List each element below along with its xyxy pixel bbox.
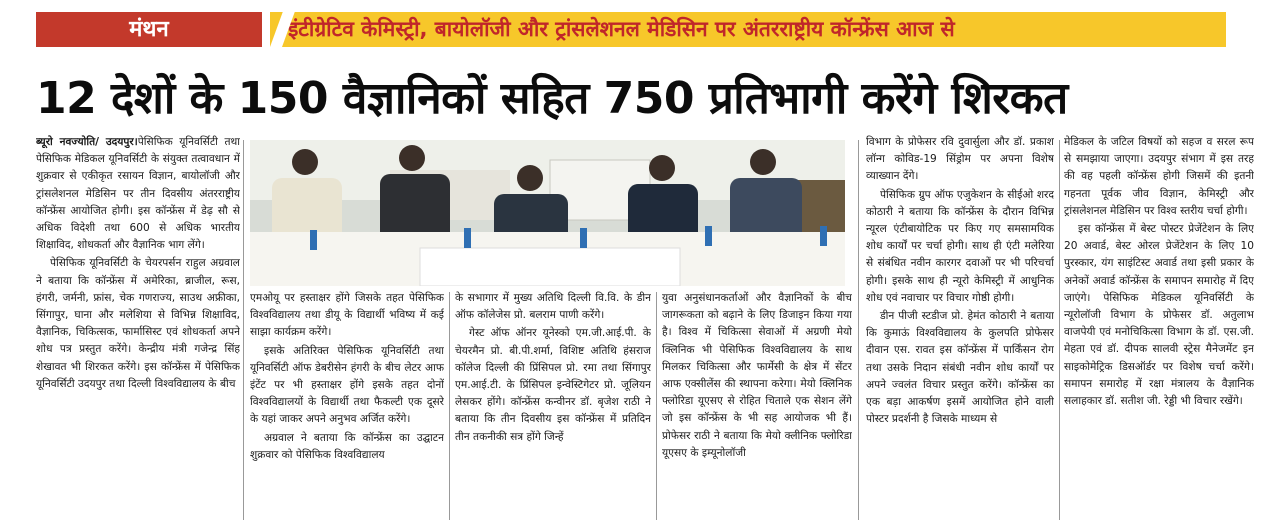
strap-headline: इंटीग्रेटिव केमिस्ट्री, बायोलॉजी और ट्रांसलेशनल मेडिसिन पर अंतरराष्ट्रीय कॉन्फ्रेंस आज से: [270, 12, 1226, 47]
column-2-paragraph-3: अग्रवाल ने बताया कि कॉन्फ्रेंस का उद्घाटन शुक्रवार को पेसिफिक विश्वविद्यालय: [250, 431, 444, 461]
column-5-paragraph-2: पेसिफिक ग्रुप ऑफ एजुकेशन के सीईओ शरद कोठारी ने बताया कि कॉन्फ्रेंस के दौरान विभिन्न न्यूरल एंटीबायोटिक पर किए गए समसामयिक शोध कार्यों पर चर्चा होगी। साथ ही एंटी मलेरिया से संबंधित नवीन कारगर दवाओं पर भी परिचर्चा होगी। इसके साथ ही न्यूरो केमिस्ट्री में आधुनिक शोध एवं नवाचार पर विचार गोष्ठी होगी।: [866, 188, 1054, 304]
column-4-paragraph-1: युवा अनुसंधानकर्ताओं और वैज्ञानिकों के बीच जागरूकता को बढ़ाने के लिए डिजाइन किया गया है। विश्व में चिकित्सा सेवाओं में अग्रणी मेयो क्लिनिक भी पेसिफिक विश्वविद्यालय के साथ मिलकर चिकित्सा और फार्मेसी के क्षेत्र में सेंटर आफ एक्सीलेंस की स्थापना करेगा। मेयो क्लिनिक फ्लोरिडा यूएसए से रोहित चिताले एक सेशन लेंगे जो इस कॉन्फ्रेंस के भी सह आयोजक भी हैं। प्रोफेसर राठी ने बताया कि मेयो क्लीनिक फ्लोरिडा यूएसए के इम्यूनोलॉजी: [662, 292, 852, 459]
byline: ब्यूरो नवज्योति/ उदयपुर।: [36, 136, 138, 148]
photo-illustration: [250, 140, 845, 286]
article-column-6: [1064, 134, 1254, 522]
column-5-paragraph-1: विभाग के प्रोफेसर रवि दुवार्सुला और डॉ. प्रकाश लॉन्ग कोविड-19 सिंड्रोम पर अपना विशेष व्याख्यान देंगे।: [866, 136, 1054, 183]
main-headline: 12 देशों के 150 वैज्ञानिकों सहित 750 प्रतिभागी करेंगे शिरकत: [36, 73, 1068, 124]
column-1-paragraph-1: पेसिफिक यूनिवर्सिटी तथा पेसिफिक मेडिकल यूनिवर्सिटी के संयुक्त तत्वावधान में शुक्रवार से एकीकृत रसायन विज्ञान, बायोलॉजी और ट्रांसलेशनल मेडिसिन पर तीन दिवसीय अंतरराष्ट्रीय कॉन्फ्रेंस आयोजित होगी। इस कॉन्फ्रेंस में डेढ़ सौ से अधिक विदेशी तथा 600 से अधिक भारतीय शिक्षाविद, शोधकर्ता और वैज्ञानिक भाग लेंगे।: [36, 136, 240, 252]
column-2-paragraph-1: एमओयू पर हस्ताक्षर होंगे जिसके तहत पेसिफिक विश्वविद्यालय तथा डीयू के विद्यार्थी भविष्य में कई साझा कार्यक्रम करेंगे।: [250, 292, 444, 339]
column-3-paragraph-1: के सभागार में मुख्य अतिथि दिल्ली वि.वि. के डीन ऑफ कॉलेजेस प्रो. बलराम पाणी करेंगे।: [455, 292, 651, 322]
press-conference-photo: [250, 140, 845, 286]
column-1-paragraph-2: पेसिफिक यूनिवर्सिटी के चेयरपर्सन राहुल अग्रवाल ने बताया कि कॉन्फ्रेंस में अमेरिका, ब्राजील, रूस, हंगरी, जर्मनी, फ्रांस, चेक गणराज्य, साउथ अफ्रीका, सिंगापुर, घाना और मलेशिया से विभिन्न शिक्षाविद, वैज्ञानिक, चिकित्सक, फार्मासिस्ट एवं शोधकर्ता अपने शोध पत्र प्रस्तुत करेंगे। केन्द्रीय मंत्री गजेन्द्र सिंह शेखावत भी शिरकत करेंगे। इस कॉन्फ्रेंस में पेसिफिक यूनिवर्सिटी उदयपुर तथा दिल्ली विश्वविद्यालय के बीच: [36, 257, 240, 390]
column-divider: [858, 140, 859, 520]
column-6-paragraph-2: इस कॉन्फ्रेंस में बेस्ट पोस्टर प्रेजेंटेशन के लिए 20 अवार्ड, बेस्ट ओरल प्रेजेंटेशन के लिए 10 पुरस्कार, यंग साइंटिस्ट अवार्ड तथा इसी प्रकार के अनेकों अवार्ड कॉन्फ्रेंस के समापन समारोह में दिए जाएंगे। पेसिफिक मेडिकल यूनिवर्सिटी के न्यूरोलॉजी विभाग के प्रोफेसर डॉ. अतुलाभ वाजपेयी एवं मनोचिकित्सा विभाग के डॉ. एस.जी. मेहता एवं डॉ. दीपक सालवी स्ट्रेस मैनेजमेंट इन साइकोमेट्रिक डिसऑर्डर पर विशेष चर्चा करेंगे। समापन समारोह में रक्षा मंत्रालय के वैज्ञानिक सलाहकार डॉ. सतीश जी. रेड्डी भी विचार रखेंगे।: [1064, 223, 1254, 408]
column-divider: [243, 140, 244, 520]
article-column-1: [36, 134, 240, 522]
article-column-5: [866, 134, 1054, 522]
article-column-2: [250, 290, 444, 522]
column-2-paragraph-2: इसके अतिरिक्त पेसिफिक यूनिवर्सिटी तथा यूनिवर्सिटी ऑफ डेबरीसेन हंगरी के बीच लेटर आफ इंटेंट पर भी हस्ताक्षर होंगे इसके तहत दोनों विश्वविद्यालयों के विद्यार्थी तथा फैकल्टी एक दूसरे के यहां जाकर अपने अनुभव अर्जित करेंगे।: [250, 344, 444, 426]
column-divider: [656, 292, 657, 520]
article-column-3: [455, 290, 651, 522]
article-column-4: [662, 290, 852, 522]
section-tag: मंथन: [36, 12, 262, 47]
column-6-paragraph-1: मेडिकल के जटिल विषयों को सहज व सरल रूप से समझाया जाएगा। उदयपुर संभाग में इस तरह की वह पहली कॉन्फ्रेंस होगी जिसमें की इतनी गहनता पूर्वक जीव विज्ञान, केमिस्ट्री और ट्रांसलेशनल मेडिसिन पर विश्व स्तरीय चर्चा होगी।: [1064, 136, 1254, 217]
column-3-paragraph-2: गेस्ट ऑफ ऑनर यूनेस्को एम.जी.आई.पी. के चेयरमैन प्रो. बी.पी.शर्मा, विशिष्ट अतिथि हंसराज कॉलेज दिल्ली की प्रिंसिपल प्रो. रमा तथा सिंगापुर एम.आई.टी. के प्रिंसिपल इन्वेस्टिगेटर प्रो. जूलियन लेसकर होंगे। कॉन्फ्रेंस कन्वीनर डॉ. बृजेश राठी ने बताया कि तीन दिवसीय इस कॉन्फ्रेंस में प्रतिदिन तीन तकनीकी सत्र होंगे जिन्हें: [455, 327, 651, 443]
column-divider: [1059, 140, 1060, 520]
column-5-paragraph-3: डीन पीजी स्टडीज प्रो. हेमंत कोठारी ने बताया कि कुमाऊं विश्वविद्यालय के कुलपति प्रोफेसर दीवान एस. रावत इस कॉन्फ्रेंस में पार्किंसन रोग तथा उसके निदान संबंधी नवीन शोध कार्यों पर अपने ज्वलंत विचार प्रस्तुत करेंगे। कॉन्फ्रेंस का एक बड़ा आकर्षण इसमें आयोजित होने वाली पोस्टर प्रदर्शनी है जिसके माध्यम से: [866, 310, 1054, 426]
column-divider: [449, 292, 450, 520]
